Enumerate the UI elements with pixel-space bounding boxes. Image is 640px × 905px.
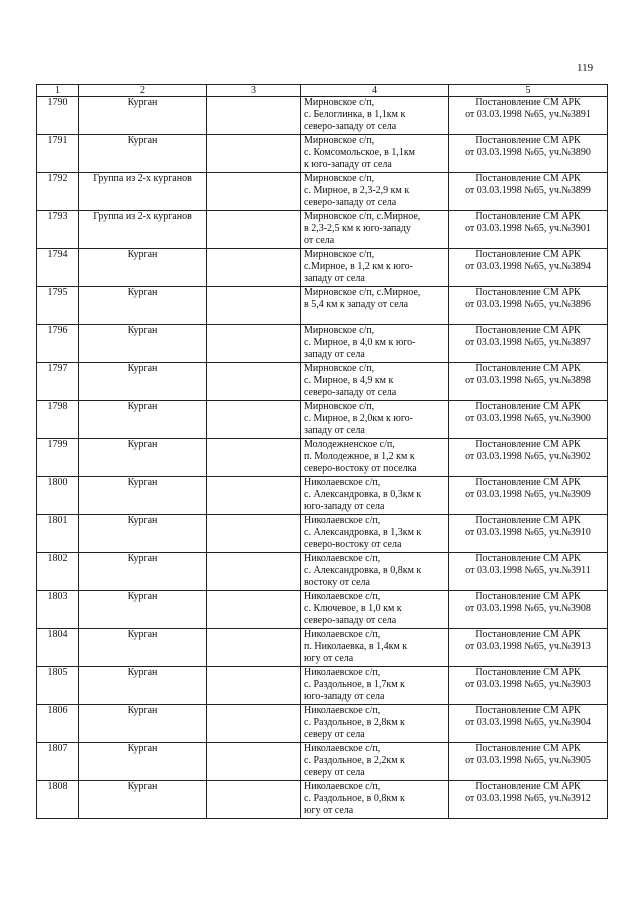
row-number: 1798 [37,401,79,439]
column-3-cell [207,667,301,705]
table-row [37,705,608,743]
location-line: северо-западу от села [304,615,397,626]
row-number: 1807 [37,743,79,781]
monument-name: Курган [79,287,207,325]
decree-cell [449,477,608,515]
decree-line: от 03.03.1998 №65, уч.№3912 [465,793,591,804]
decree-cell [449,173,608,211]
location-line: Мирновское с/п, [304,173,375,184]
row-number: 1799 [37,439,79,477]
decree-cell [449,401,608,439]
column-3-cell [207,211,301,249]
table-row [37,173,608,211]
column-3-cell [207,629,301,667]
column-3-cell [207,591,301,629]
table-row [37,781,608,819]
location-line: Мирновское с/п, [304,135,375,146]
location-cell [301,249,449,287]
location-line: Мирновское с/п, с.Мирное, [304,287,421,298]
location-cell [301,629,449,667]
location-line: северо-западу от села [304,121,397,132]
heritage-registry-table [36,84,608,819]
decree-line: от 03.03.1998 №65, уч.№3896 [465,299,591,310]
decree-line: от 03.03.1998 №65, уч.№3903 [465,679,591,690]
decree-cell [449,591,608,629]
decree-line: от 03.03.1998 №65, уч.№3902 [465,451,591,462]
column-3-cell [207,173,301,211]
page-number: 119 [577,62,594,74]
row-number: 1794 [37,249,79,287]
monument-name: Курган [79,591,207,629]
location-line: юго-западу от села [304,501,385,512]
decree-cell [449,97,608,135]
decree-cell [449,743,608,781]
location-line: в 2,3-2,5 км к юго-западу [304,223,411,234]
table-row [37,629,608,667]
row-number: 1793 [37,211,79,249]
decree-line: от 03.03.1998 №65, уч.№3913 [465,641,591,652]
location-line: западу от села [304,349,365,360]
decree-line: Постановление СМ АРК [475,211,581,222]
decree-line: Постановление СМ АРК [475,667,581,678]
column-3-cell [207,401,301,439]
column-3-cell [207,553,301,591]
location-line: Мирновское с/п, [304,401,375,412]
location-line: Мирновское с/п, [304,363,375,374]
location-line: Николаевское с/п, [304,629,381,640]
location-cell [301,325,449,363]
location-line: Николаевское с/п, [304,781,381,792]
monument-name: Курган [79,401,207,439]
column-3-cell [207,743,301,781]
location-line: востоку от села [304,577,370,588]
monument-name: Группа из 2-х курганов [79,211,207,249]
decree-cell [449,363,608,401]
decree-cell [449,781,608,819]
row-number: 1803 [37,591,79,629]
table-row [37,211,608,249]
monument-name: Курган [79,477,207,515]
column-3-cell [207,363,301,401]
location-line: в 5,4 км к западу от села [304,299,409,310]
monument-name: Курган [79,553,207,591]
column-3-cell [207,249,301,287]
column-3-cell [207,515,301,553]
location-line: от села [304,235,335,246]
location-line: Мирновское с/п, [304,97,375,108]
location-line: Николаевское с/п, [304,515,381,526]
monument-name: Курган [79,629,207,667]
row-number: 1790 [37,97,79,135]
location-line: с. Мирное, в 2,0км к юго- [304,413,414,424]
location-cell [301,667,449,705]
header-cell: 1 [37,85,79,97]
decree-line: Постановление СМ АРК [475,97,581,108]
location-line: Мирновское с/п, [304,249,375,260]
row-number: 1801 [37,515,79,553]
location-cell [301,363,449,401]
location-cell [301,553,449,591]
header-row [37,85,608,97]
location-line: с. Раздольное, в 1,7км к [304,679,405,690]
location-line: Николаевское с/п, [304,667,381,678]
location-line: с. Раздольное, в 2,8км к [304,717,405,728]
decree-line: от 03.03.1998 №65, уч.№3909 [465,489,591,500]
decree-cell [449,325,608,363]
table-row [37,477,608,515]
row-number: 1796 [37,325,79,363]
table-row [37,249,608,287]
decree-line: Постановление СМ АРК [475,591,581,602]
decree-line: от 03.03.1998 №65, уч.№3900 [465,413,591,424]
location-line: с. Мирное, в 4,9 км к [304,375,394,386]
location-cell [301,439,449,477]
location-line: с. Раздольное, в 0,8км к [304,793,405,804]
location-cell [301,211,449,249]
location-line: северо-востоку от села [304,539,402,550]
row-number: 1806 [37,705,79,743]
location-line: п. Николаевка, в 1,4км к [304,641,408,652]
row-number: 1795 [37,287,79,325]
location-line: Николаевское с/п, [304,591,381,602]
location-line: северу от села [304,729,365,740]
decree-line: Постановление СМ АРК [475,781,581,792]
decree-line: от 03.03.1998 №65, уч.№3905 [465,755,591,766]
monument-name: Курган [79,249,207,287]
decree-line: от 03.03.1998 №65, уч.№3897 [465,337,591,348]
location-line: западу от села [304,273,365,284]
decree-line: от 03.03.1998 №65, уч.№3891 [465,109,591,120]
location-line: с. Белоглинка, в 1,1км к [304,109,406,120]
row-number: 1800 [37,477,79,515]
decree-cell [449,553,608,591]
decree-line: Постановление СМ АРК [475,629,581,640]
location-line: с. Раздольное, в 2,2км к [304,755,405,766]
monument-name: Курган [79,705,207,743]
row-number: 1805 [37,667,79,705]
decree-line: Постановление СМ АРК [475,515,581,526]
location-cell [301,705,449,743]
table-row [37,743,608,781]
location-line: северу от села [304,767,365,778]
column-3-cell [207,287,301,325]
header-cell: 4 [301,85,449,97]
decree-line: Постановление СМ АРК [475,287,581,298]
location-line: Молодежненское с/п, [304,439,395,450]
decree-line: от 03.03.1998 №65, уч.№3898 [465,375,591,386]
location-line: северо-западу от села [304,387,397,398]
location-cell [301,591,449,629]
table-row [37,667,608,705]
row-number: 1791 [37,135,79,173]
decree-line: от 03.03.1998 №65, уч.№3890 [465,147,591,158]
column-3-cell [207,135,301,173]
location-cell [301,743,449,781]
monument-name: Курган [79,781,207,819]
decree-line: от 03.03.1998 №65, уч.№3910 [465,527,591,538]
header-cell: 2 [79,85,207,97]
decree-line: от 03.03.1998 №65, уч.№3904 [465,717,591,728]
decree-line: Постановление СМ АРК [475,553,581,564]
decree-cell [449,667,608,705]
table-body [37,97,608,819]
column-3-cell [207,439,301,477]
decree-line: Постановление СМ АРК [475,363,581,374]
table-row [37,363,608,401]
table-row [37,553,608,591]
monument-name: Курган [79,515,207,553]
location-line: с.Мирное, в 1,2 км к юго- [304,261,414,272]
location-cell [301,477,449,515]
decree-cell [449,439,608,477]
location-cell [301,135,449,173]
monument-name: Курган [79,667,207,705]
row-number: 1804 [37,629,79,667]
monument-name: Курган [79,743,207,781]
table-row [37,515,608,553]
row-number: 1792 [37,173,79,211]
table-row [37,591,608,629]
column-3-cell [207,325,301,363]
location-line: с. Ключевое, в 1,0 км к [304,603,402,614]
column-3-cell [207,705,301,743]
location-cell [301,401,449,439]
location-line: с. Александровка, в 1,3км к [304,527,422,538]
table-row [37,401,608,439]
location-line: югу от села [304,805,354,816]
location-cell [301,781,449,819]
table-row [37,135,608,173]
location-line: западу от села [304,425,365,436]
location-line: Николаевское с/п, [304,743,381,754]
decree-line: Постановление СМ АРК [475,705,581,716]
decree-line: Постановление СМ АРК [475,743,581,754]
decree-line: Постановление СМ АРК [475,135,581,146]
monument-name: Курган [79,135,207,173]
column-3-cell [207,97,301,135]
monument-name: Курган [79,439,207,477]
decree-line: от 03.03.1998 №65, уч.№3901 [465,223,591,234]
location-cell [301,97,449,135]
location-line: югу от села [304,653,354,664]
table-row [37,325,608,363]
decree-cell [449,135,608,173]
location-cell [301,515,449,553]
location-line: с. Мирное, в 4,0 км к юго- [304,337,416,348]
decree-cell [449,705,608,743]
location-line: с. Мирное, в 2,3-2,9 км к [304,185,410,196]
decree-cell [449,249,608,287]
decree-line: от 03.03.1998 №65, уч.№3899 [465,185,591,196]
location-line: северо-западу от села [304,197,397,208]
header-cell: 3 [207,85,301,97]
decree-line: Постановление СМ АРК [475,401,581,412]
column-3-cell [207,477,301,515]
table-row [37,97,608,135]
location-line: Николаевское с/п, [304,705,381,716]
header-cell: 5 [449,85,608,97]
location-cell [301,173,449,211]
monument-name: Курган [79,363,207,401]
location-line: с. Комсомольское, в 1,1км [304,147,416,158]
location-line: Николаевское с/п, [304,477,381,488]
decree-line: Постановление СМ АРК [475,325,581,336]
location-line: с. Александровка, в 0,3км к [304,489,422,500]
location-line: с. Александровка, в 0,8км к [304,565,422,576]
location-line: п. Молодежное, в 1,2 км к [304,451,415,462]
decree-cell [449,629,608,667]
location-line: Николаевское с/п, [304,553,381,564]
decree-line: Постановление СМ АРК [475,477,581,488]
decree-line: от 03.03.1998 №65, уч.№3911 [465,565,591,576]
monument-name: Группа из 2-х курганов [79,173,207,211]
location-line: Мирновское с/п, с.Мирное, [304,211,421,222]
monument-name: Курган [79,325,207,363]
row-number: 1808 [37,781,79,819]
location-cell [301,287,449,325]
decree-cell [449,287,608,325]
location-line: северо-востоку от поселка [304,463,417,474]
column-3-cell [207,781,301,819]
row-number: 1802 [37,553,79,591]
decree-line: Постановление СМ АРК [475,249,581,260]
decree-line: Постановление СМ АРК [475,173,581,184]
decree-line: Постановление СМ АРК [475,439,581,450]
monument-name: Курган [79,97,207,135]
location-line: Мирновское с/п, [304,325,375,336]
decree-cell [449,211,608,249]
decree-cell [449,515,608,553]
row-number: 1797 [37,363,79,401]
decree-line: от 03.03.1998 №65, уч.№3894 [465,261,591,272]
location-line: к юго-западу от села [304,159,392,170]
location-line: юго-западу от села [304,691,385,702]
table-row [37,287,608,325]
decree-line: от 03.03.1998 №65, уч.№3908 [465,603,591,614]
table-row [37,439,608,477]
